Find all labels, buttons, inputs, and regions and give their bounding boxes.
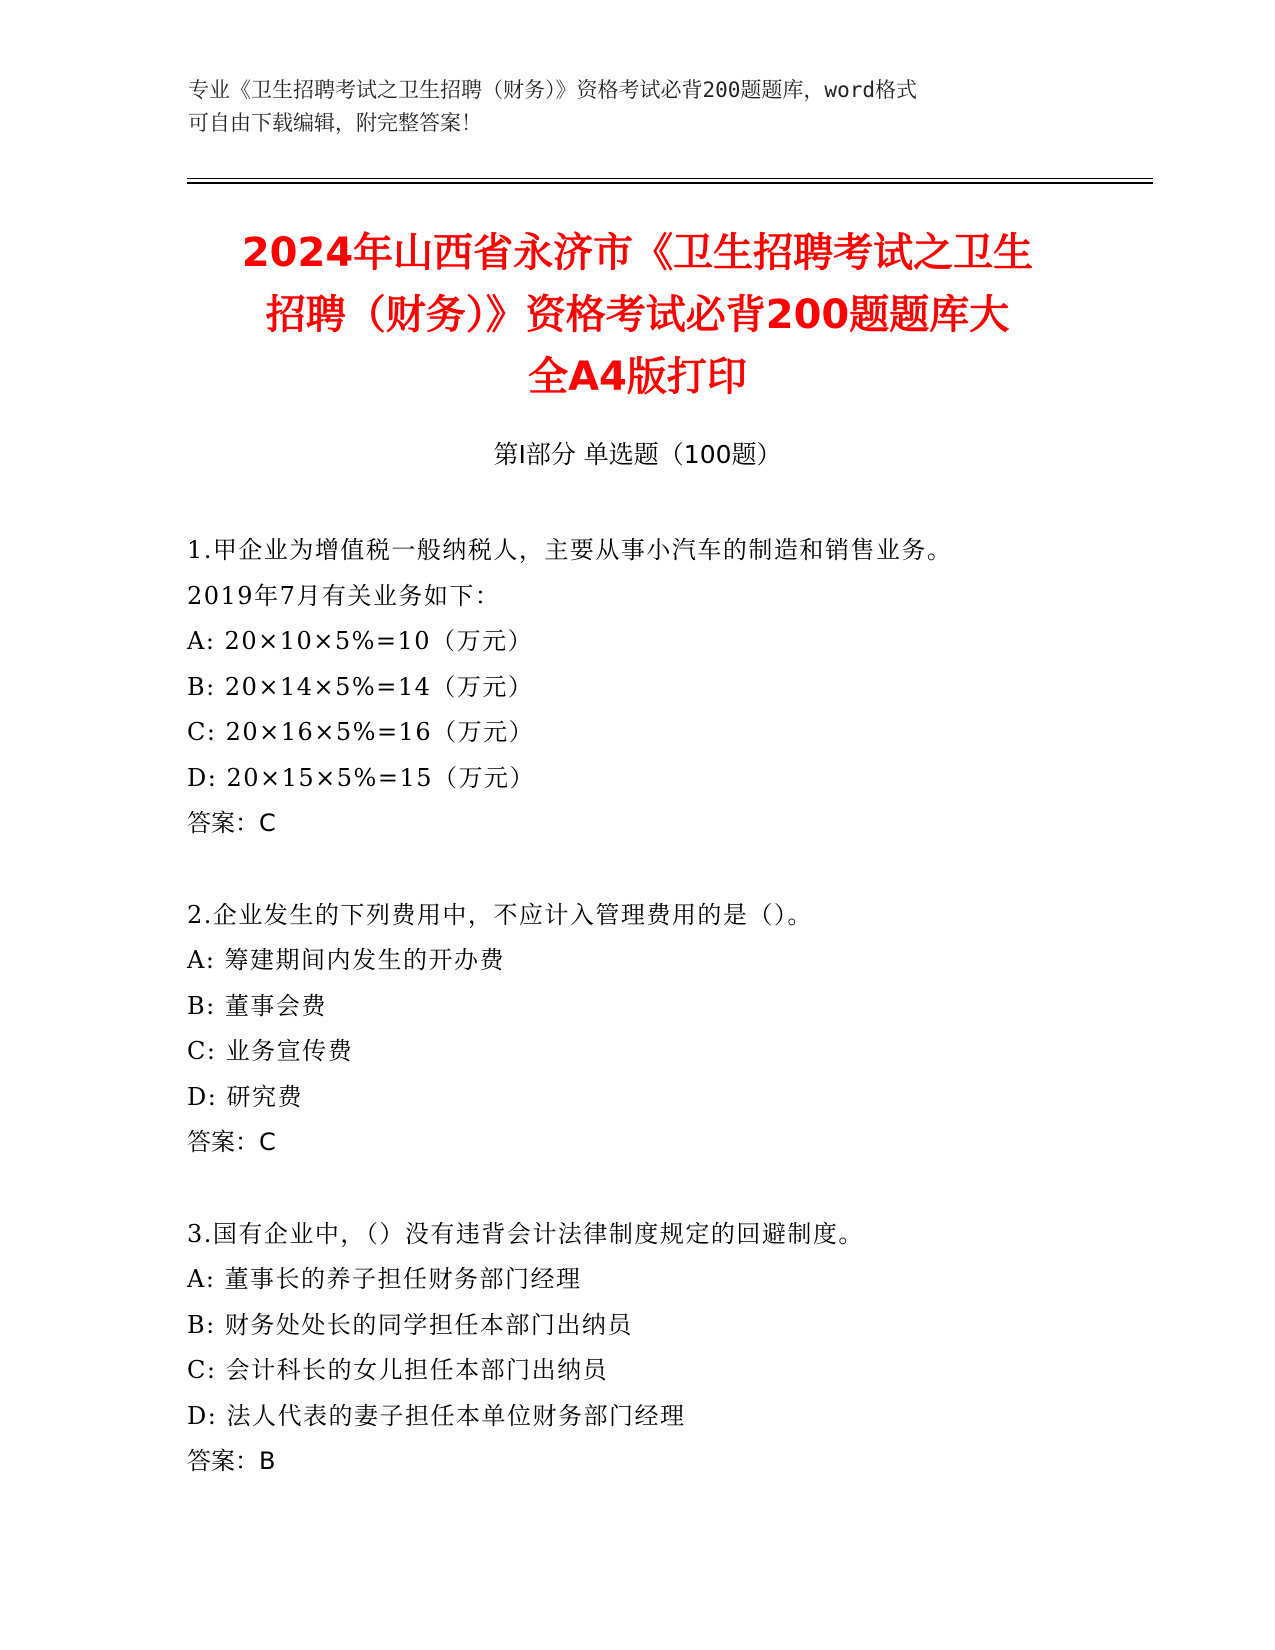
question-1 bbox=[187, 528, 1147, 847]
answer-line: 答案：B bbox=[187, 1447, 276, 1475]
header-note bbox=[188, 74, 1088, 140]
option-b: B: 财务处处长的同学担任本部门出纳员 bbox=[187, 1310, 633, 1339]
section-title: 第Ⅰ部分 单选题（100题） bbox=[493, 440, 782, 469]
option-d: D: 法人代表的妻子担任本单位财务部门经理 bbox=[187, 1401, 686, 1430]
question-stem: 3.国有企业中，（）没有违背会计法律制度规定的回避制度。 bbox=[187, 1219, 864, 1248]
question-stem-continued: 2019年7月有关业务如下： bbox=[187, 581, 501, 610]
option-d: D: 研究费 bbox=[187, 1082, 303, 1111]
option-c: C: 业务宣传费 bbox=[187, 1037, 354, 1065]
document-title bbox=[140, 222, 1135, 408]
question-2 bbox=[187, 893, 1147, 1166]
header-divider-thick bbox=[187, 182, 1153, 184]
question-list bbox=[187, 528, 1147, 1531]
option-a: A: 20×10×5%=10（万元） bbox=[187, 627, 534, 655]
question-stem: 1.甲企业为增值税一般纳税人，主要从事小汽车的制造和销售业务。 bbox=[187, 536, 953, 564]
header-note-line-1: 专业《卫生招聘考试之卫生招聘（财务）》资格考试必背200题题库，word格式 bbox=[188, 78, 917, 102]
question-3 bbox=[187, 1212, 1147, 1485]
header-divider-thin bbox=[187, 178, 1153, 179]
answer-line: 答案：C bbox=[187, 1128, 276, 1156]
option-a: A: 筹建期间内发生的开办费 bbox=[187, 946, 506, 974]
document-title-line-3: 全A4版打印 bbox=[528, 354, 747, 400]
option-b: B: 20×14×5%=14（万元） bbox=[187, 672, 534, 701]
option-a: A: 董事长的养子担任财务部门经理 bbox=[187, 1265, 582, 1293]
option-b: B: 董事会费 bbox=[187, 991, 327, 1020]
question-stem: 2.企业发生的下列费用中，不应计入管理费用的是（）。 bbox=[187, 900, 813, 929]
header-note-line-2: 可自由下载编辑，附完整答案！ bbox=[188, 111, 482, 135]
option-c: C: 20×16×5%=16（万元） bbox=[187, 718, 535, 746]
option-d: D: 20×15×5%=15（万元） bbox=[187, 763, 535, 792]
document-title-line-2: 招聘（财务）》资格考试必背200题题库大 bbox=[265, 292, 1010, 338]
document-title-line-1: 2024年山西省永济市《卫生招聘考试之卫生 bbox=[241, 230, 1034, 276]
answer-line: 答案：C bbox=[187, 809, 276, 837]
option-c: C: 会计科长的女儿担任本部门出纳员 bbox=[187, 1356, 609, 1384]
